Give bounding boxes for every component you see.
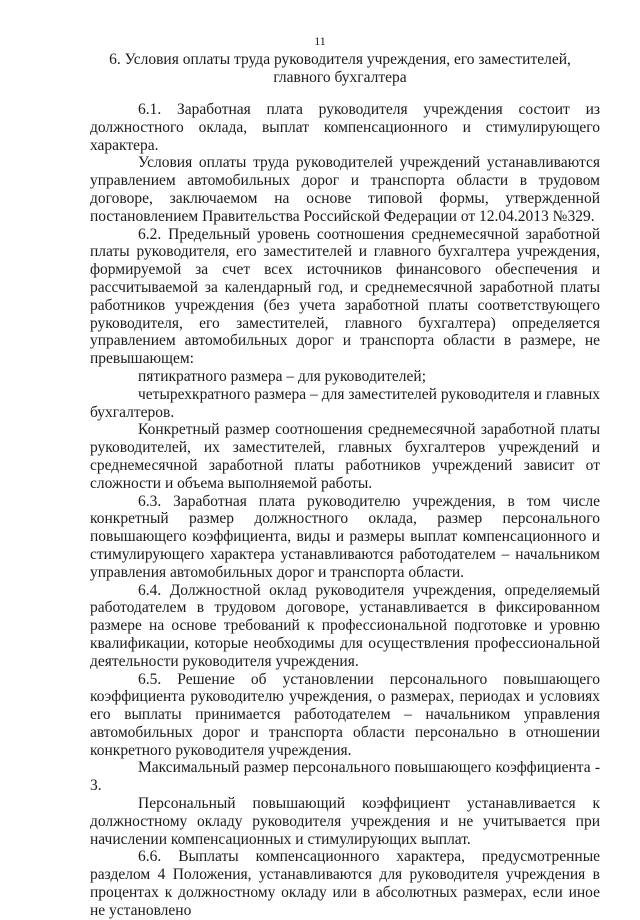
paragraph-personal-coefficient: Персональный повышающий коэффициент устанавливается к должностному окладу руководителя учреждения и не учитывается при начислении компенсационных и стимулирующих выплат.	[90, 795, 600, 848]
paragraph-6-2: 6.2. Предельный уровень соотношения среднемесячной заработной платы руководителя, его заместителей и главного бухгалтера учреждения, формируемой за счет всех источников финансового обеспечения и рассчитываемой за календарный год, и среднемесячной заработной платы работников учреждения (без учета заработной платы соответствующего руководителя, его заместителей, главного бухгалтера) определяется управлением автомобильных дорог и транспорта области в размере, не превышающем:	[90, 225, 600, 368]
paragraph-6-3: 6.3. Заработная плата руководителю учреждения, в том числе конкретный размер должностного оклада, размер персонального повышающего коэффициента, виды и размеры выплат компенсационного и стимулирующего характера устанавливаются работодателем – начальником управления автомобильных дорог и транспорта области.	[90, 492, 600, 581]
paragraph-conditions: Условия оплаты труда руководителей учреждений устанавливаются управлением автомобильных дорог и транспорта области в трудовом договоре, заключаемом на основе типовой формы, утвержденной постановлением Правительства Российской Федерации от 12.04.2013 №329.	[90, 154, 600, 225]
paragraph-6-5: 6.5. Решение об установлении персонального повышающего коэффициента руководителю учреждения, о размерах, периодах и условиях его выплаты принимается работодателем – начальником управления автомобильных дорог и транспорта области персонально в отношении конкретного руководителя учреждения.	[90, 670, 600, 759]
paragraph-max-coefficient: Максимальный размер персонального повышающего коэффициента - 3.	[90, 759, 600, 795]
paragraph-6-1: 6.1. Заработная плата руководителя учреждения состоит из должностного оклада, выплат компенсационного и стимулирующего характера.	[90, 101, 600, 154]
list-item-four-times: четырехкратного размера – для заместителей руководителя и главных бухгалтеров.	[90, 385, 600, 421]
page-number: 11	[314, 34, 326, 48]
paragraph-6-6: 6.6. Выплаты компенсационного характера, предусмотренные разделом 4 Положения, устанавливаются для руководителя учреждения в процентах к должностному окладу или в абсолютных размерах, если иное не установлено	[90, 848, 600, 919]
list-item-five-times: пятикратного размера – для руководителей;	[138, 367, 426, 385]
section-title: 6. Условия оплаты труда руководителя учреждения, его заместителей, главного бухгалтера	[109, 51, 571, 86]
paragraph-6-4: 6.4. Должностной оклад руководителя учреждения, определяемый работодателем в трудовом договоре, устанавливается в фиксированном размере на основе требований к профессиональной подготовке и уровню квалификации, которые необходимы для осуществления профессиональной деятельности руководителя учреждения.	[90, 581, 600, 670]
document-body	[90, 101, 600, 920]
paragraph-specific-ratio: Конкретный размер соотношения среднемесячной заработной платы руководителей, их заместителей, главных бухгалтеров учреждений и среднемесячной заработной платы работников учреждений зависит от сложности и объема выполняемой работы.	[90, 421, 600, 492]
